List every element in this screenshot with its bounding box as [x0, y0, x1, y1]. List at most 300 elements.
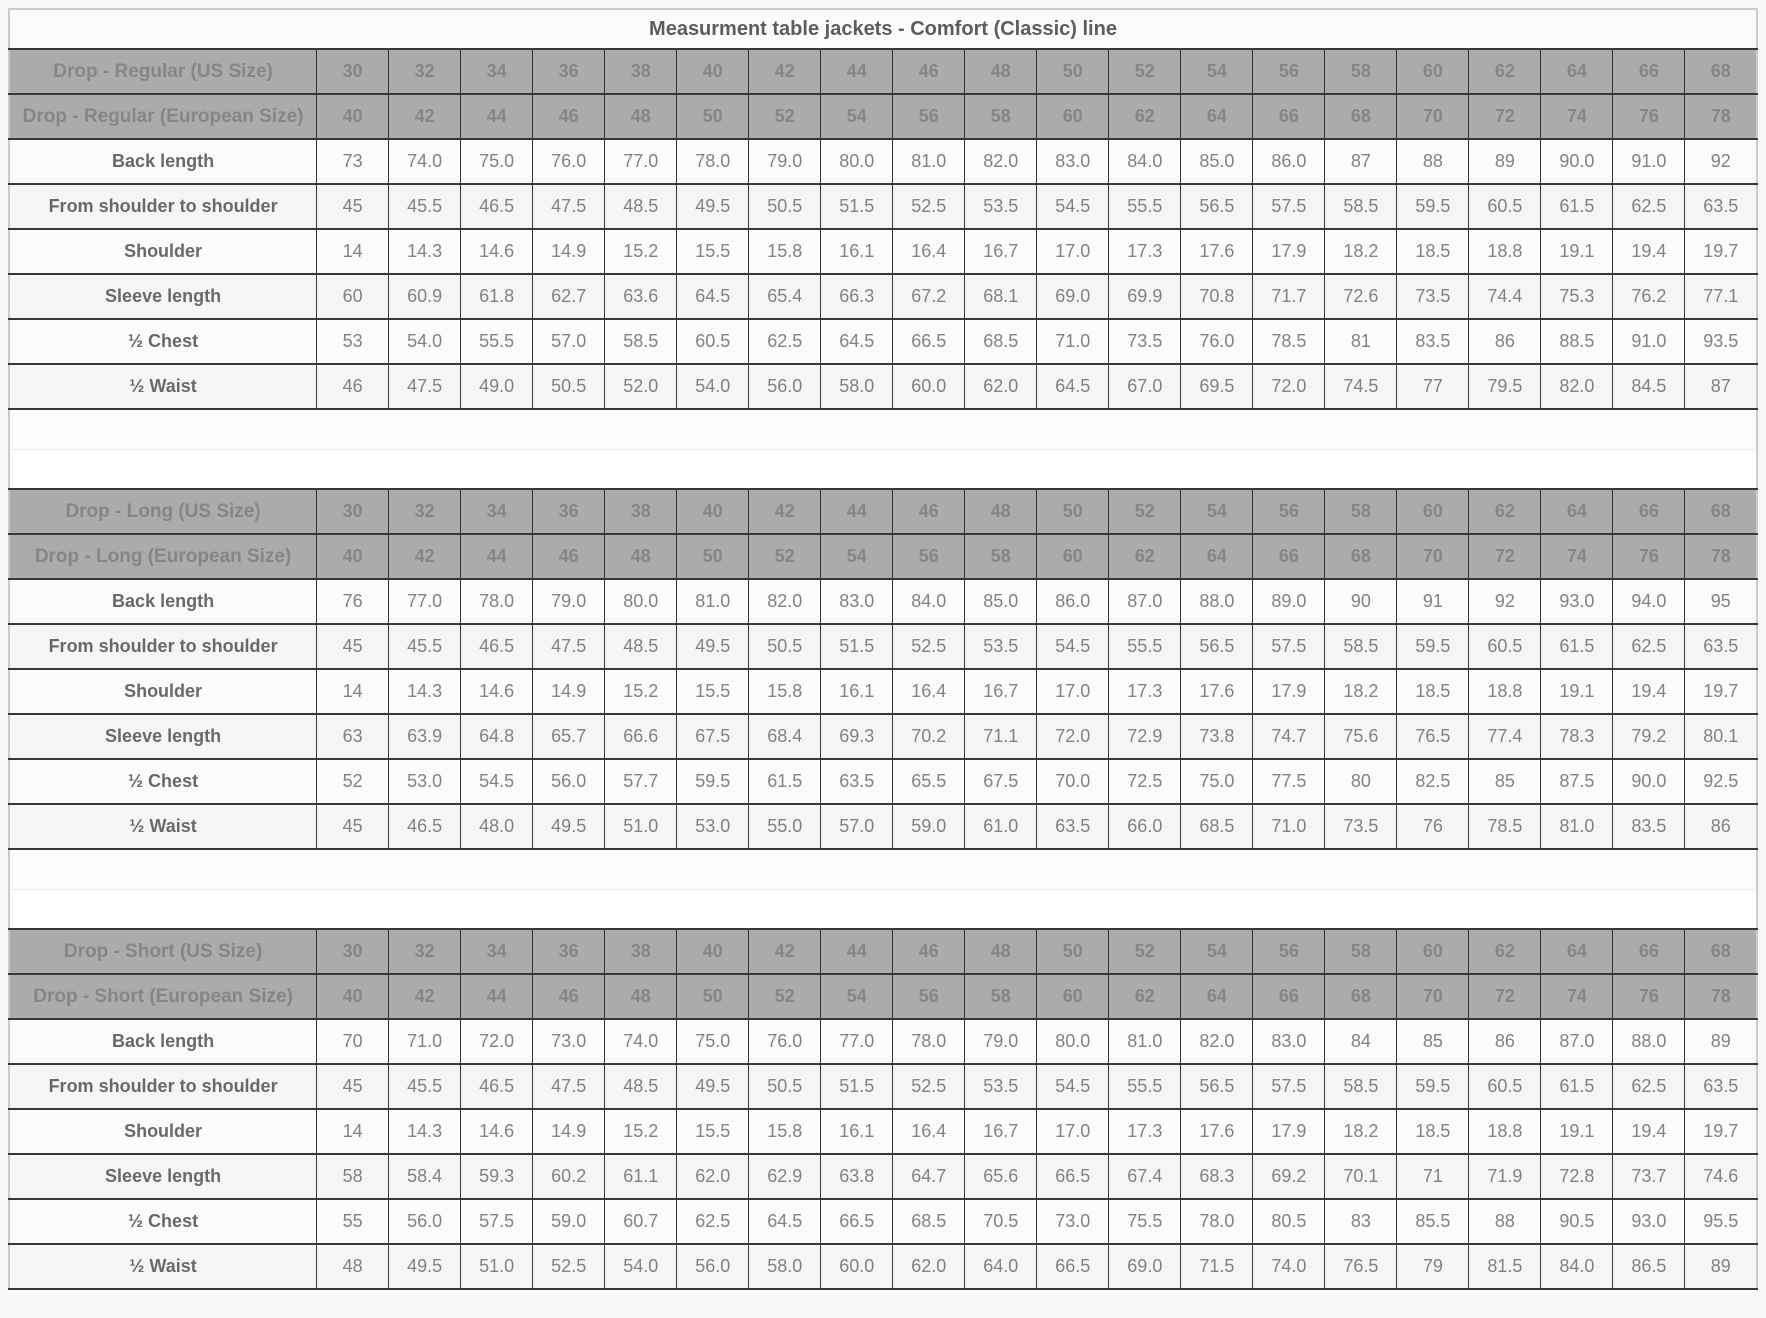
size-header-cell: 50: [677, 94, 749, 139]
size-header-cell: 72: [1469, 974, 1541, 1019]
value-cell: 68.1: [965, 274, 1037, 319]
value-cell: 81: [1325, 319, 1397, 364]
value-cell: 87.0: [1109, 579, 1181, 624]
value-cell: 77.0: [605, 139, 677, 184]
value-cell: 92.5: [1685, 759, 1757, 804]
value-cell: 83.0: [821, 579, 893, 624]
value-cell: 71.9: [1469, 1154, 1541, 1199]
value-cell: 17.3: [1109, 1109, 1181, 1154]
value-cell: 66.6: [605, 714, 677, 759]
value-cell: 60.2: [533, 1154, 605, 1199]
value-cell: 60: [317, 274, 389, 319]
size-header-cell: 50: [677, 974, 749, 1019]
value-cell: 54.0: [389, 319, 461, 364]
value-cell: 16.7: [965, 1109, 1037, 1154]
size-header-cell: 56: [893, 94, 965, 139]
value-cell: 54.5: [1037, 1064, 1109, 1109]
value-cell: 58.4: [389, 1154, 461, 1199]
value-cell: 55.5: [461, 319, 533, 364]
value-cell: 89: [1685, 1019, 1757, 1064]
size-header-label: Drop - Regular (US Size): [9, 49, 317, 94]
row-label: Sleeve length: [9, 1154, 317, 1199]
value-cell: 63.5: [1685, 184, 1757, 229]
size-header-cell: 60: [1037, 534, 1109, 579]
value-cell: 47.5: [533, 1064, 605, 1109]
size-header-cell: 72: [1469, 94, 1541, 139]
value-cell: 64.8: [461, 714, 533, 759]
value-cell: 81.5: [1469, 1244, 1541, 1289]
size-header-cell: 66: [1253, 974, 1325, 1019]
value-cell: 50.5: [533, 364, 605, 409]
value-cell: 86: [1469, 1019, 1541, 1064]
value-cell: 63.5: [821, 759, 893, 804]
value-cell: 95: [1685, 579, 1757, 624]
value-cell: 56.0: [677, 1244, 749, 1289]
value-cell: 66.0: [1109, 804, 1181, 849]
value-cell: 16.1: [821, 669, 893, 714]
value-cell: 72.0: [461, 1019, 533, 1064]
size-header-cell: 48: [605, 534, 677, 579]
value-cell: 79.0: [965, 1019, 1037, 1064]
value-cell: 73.5: [1109, 319, 1181, 364]
size-header-label: Drop - Long (US Size): [9, 489, 317, 534]
value-cell: 72.8: [1541, 1154, 1613, 1199]
value-cell: 84.0: [893, 579, 965, 624]
value-cell: 66.5: [821, 1199, 893, 1244]
size-header-cell: 62: [1109, 974, 1181, 1019]
size-header-cell: 52: [749, 974, 821, 1019]
value-cell: 59.5: [1397, 624, 1469, 669]
value-cell: 83.5: [1397, 319, 1469, 364]
measurement-row: [9, 1064, 1757, 1109]
section-spacer-row: [9, 889, 1757, 929]
eu-size-header-row: [9, 94, 1757, 139]
value-cell: 74.0: [605, 1019, 677, 1064]
section-spacer-row: [9, 849, 1757, 889]
value-cell: 75.5: [1109, 1199, 1181, 1244]
size-header-cell: 32: [389, 929, 461, 974]
value-cell: 58: [317, 1154, 389, 1199]
value-cell: 91.0: [1613, 139, 1685, 184]
value-cell: 64.5: [1037, 364, 1109, 409]
value-cell: 82.0: [1181, 1019, 1253, 1064]
value-cell: 74.0: [389, 139, 461, 184]
size-header-cell: 64: [1541, 489, 1613, 534]
value-cell: 77.4: [1469, 714, 1541, 759]
measurement-row: [9, 184, 1757, 229]
value-cell: 62.5: [1613, 1064, 1685, 1109]
value-cell: 82.0: [749, 579, 821, 624]
size-header-cell: 76: [1613, 534, 1685, 579]
value-cell: 73.0: [533, 1019, 605, 1064]
value-cell: 56.5: [1181, 624, 1253, 669]
value-cell: 49.5: [389, 1244, 461, 1289]
value-cell: 51.0: [461, 1244, 533, 1289]
value-cell: 59.5: [1397, 1064, 1469, 1109]
value-cell: 84.0: [1109, 139, 1181, 184]
value-cell: 52.5: [893, 624, 965, 669]
size-header-cell: 74: [1541, 94, 1613, 139]
size-header-cell: 30: [317, 49, 389, 94]
size-header-cell: 62: [1109, 534, 1181, 579]
measurement-row: [9, 1199, 1757, 1244]
size-header-cell: 48: [965, 929, 1037, 974]
value-cell: 69.3: [821, 714, 893, 759]
size-header-cell: 44: [821, 49, 893, 94]
size-header-cell: 30: [317, 489, 389, 534]
row-label: Back length: [9, 139, 317, 184]
value-cell: 78.0: [893, 1019, 965, 1064]
value-cell: 79.0: [749, 139, 821, 184]
value-cell: 66.5: [893, 319, 965, 364]
value-cell: 17.6: [1181, 669, 1253, 714]
value-cell: 14.9: [533, 1109, 605, 1154]
value-cell: 71: [1397, 1154, 1469, 1199]
row-label: Back length: [9, 1019, 317, 1064]
value-cell: 74.7: [1253, 714, 1325, 759]
value-cell: 53: [317, 319, 389, 364]
value-cell: 17.0: [1037, 1109, 1109, 1154]
value-cell: 58.5: [1325, 1064, 1397, 1109]
row-label: Shoulder: [9, 229, 317, 274]
value-cell: 76.2: [1613, 274, 1685, 319]
value-cell: 80: [1325, 759, 1397, 804]
value-cell: 58.0: [749, 1244, 821, 1289]
size-header-cell: 40: [317, 534, 389, 579]
value-cell: 78.5: [1469, 804, 1541, 849]
value-cell: 78.3: [1541, 714, 1613, 759]
value-cell: 73: [317, 139, 389, 184]
value-cell: 77.0: [389, 579, 461, 624]
value-cell: 63.6: [605, 274, 677, 319]
value-cell: 46.5: [389, 804, 461, 849]
value-cell: 63.5: [1685, 624, 1757, 669]
size-header-cell: 46: [893, 49, 965, 94]
value-cell: 57.0: [821, 804, 893, 849]
value-cell: 62.5: [1613, 184, 1685, 229]
value-cell: 54.0: [677, 364, 749, 409]
size-header-cell: 78: [1685, 534, 1757, 579]
value-cell: 69.2: [1253, 1154, 1325, 1199]
value-cell: 16.1: [821, 1109, 893, 1154]
value-cell: 45: [317, 1064, 389, 1109]
value-cell: 87.5: [1541, 759, 1613, 804]
size-header-cell: 50: [1037, 49, 1109, 94]
value-cell: 87: [1325, 139, 1397, 184]
value-cell: 14.9: [533, 229, 605, 274]
value-cell: 65.6: [965, 1154, 1037, 1199]
size-header-cell: 66: [1613, 49, 1685, 94]
value-cell: 62.9: [749, 1154, 821, 1199]
value-cell: 61.5: [1541, 624, 1613, 669]
us-size-header-row: [9, 929, 1757, 974]
value-cell: 15.2: [605, 669, 677, 714]
value-cell: 81.0: [1109, 1019, 1181, 1064]
value-cell: 83.5: [1613, 804, 1685, 849]
size-header-cell: 50: [1037, 929, 1109, 974]
size-header-cell: 44: [821, 489, 893, 534]
measurement-row: [9, 714, 1757, 759]
value-cell: 86.0: [1253, 139, 1325, 184]
value-cell: 84: [1325, 1019, 1397, 1064]
size-header-cell: 58: [1325, 49, 1397, 94]
value-cell: 15.5: [677, 669, 749, 714]
spacer-cell: [9, 409, 1757, 449]
row-label: ½ Chest: [9, 759, 317, 804]
size-header-cell: 64: [1181, 974, 1253, 1019]
size-header-cell: 46: [533, 94, 605, 139]
size-header-cell: 48: [605, 94, 677, 139]
value-cell: 74.4: [1469, 274, 1541, 319]
value-cell: 16.1: [821, 229, 893, 274]
size-header-cell: 58: [965, 94, 1037, 139]
size-header-cell: 46: [893, 929, 965, 974]
size-header-cell: 62: [1469, 489, 1541, 534]
value-cell: 62.0: [893, 1244, 965, 1289]
value-cell: 15.8: [749, 1109, 821, 1154]
value-cell: 48.5: [605, 184, 677, 229]
value-cell: 79.2: [1613, 714, 1685, 759]
value-cell: 49.5: [677, 624, 749, 669]
value-cell: 88.5: [1541, 319, 1613, 364]
size-header-cell: 46: [533, 974, 605, 1019]
value-cell: 88.0: [1181, 579, 1253, 624]
measurement-row: [9, 229, 1757, 274]
size-header-cell: 62: [1469, 929, 1541, 974]
value-cell: 87: [1685, 364, 1757, 409]
size-header-cell: 42: [749, 489, 821, 534]
value-cell: 19.7: [1685, 669, 1757, 714]
value-cell: 70.1: [1325, 1154, 1397, 1199]
value-cell: 75.0: [677, 1019, 749, 1064]
value-cell: 47.5: [533, 624, 605, 669]
value-cell: 54.5: [461, 759, 533, 804]
value-cell: 89.0: [1253, 579, 1325, 624]
value-cell: 73.5: [1397, 274, 1469, 319]
us-size-header-row: [9, 489, 1757, 534]
section-spacer-row: [9, 449, 1757, 489]
value-cell: 76.0: [1181, 319, 1253, 364]
size-header-cell: 58: [965, 534, 1037, 579]
value-cell: 55.5: [1109, 1064, 1181, 1109]
value-cell: 52.5: [533, 1244, 605, 1289]
value-cell: 52.5: [893, 184, 965, 229]
measurement-row: [9, 1109, 1757, 1154]
size-header-cell: 66: [1253, 94, 1325, 139]
size-header-cell: 62: [1109, 94, 1181, 139]
size-header-cell: 68: [1325, 534, 1397, 579]
size-header-cell: 64: [1181, 534, 1253, 579]
size-header-label: Drop - Long (European Size): [9, 534, 317, 579]
value-cell: 54.0: [605, 1244, 677, 1289]
value-cell: 19.1: [1541, 1109, 1613, 1154]
size-header-cell: 36: [533, 929, 605, 974]
row-label: From shoulder to shoulder: [9, 1064, 317, 1109]
value-cell: 77.0: [821, 1019, 893, 1064]
eu-size-header-row: [9, 534, 1757, 579]
size-header-cell: 68: [1685, 489, 1757, 534]
value-cell: 88.0: [1613, 1019, 1685, 1064]
size-header-cell: 38: [605, 49, 677, 94]
value-cell: 45: [317, 624, 389, 669]
value-cell: 64.5: [749, 1199, 821, 1244]
value-cell: 14.9: [533, 669, 605, 714]
value-cell: 61.5: [1541, 184, 1613, 229]
value-cell: 86: [1469, 319, 1541, 364]
size-header-cell: 54: [821, 534, 893, 579]
size-header-cell: 48: [965, 49, 1037, 94]
value-cell: 63.8: [821, 1154, 893, 1199]
size-header-cell: 50: [1037, 489, 1109, 534]
value-cell: 74.6: [1685, 1154, 1757, 1199]
value-cell: 69.5: [1181, 364, 1253, 409]
value-cell: 49.5: [677, 184, 749, 229]
size-header-cell: 76: [1613, 974, 1685, 1019]
value-cell: 90.0: [1541, 139, 1613, 184]
value-cell: 17.6: [1181, 229, 1253, 274]
value-cell: 82.0: [965, 139, 1037, 184]
value-cell: 64.7: [893, 1154, 965, 1199]
value-cell: 55: [317, 1199, 389, 1244]
value-cell: 46.5: [461, 1064, 533, 1109]
value-cell: 50.5: [749, 624, 821, 669]
value-cell: 74.0: [1253, 1244, 1325, 1289]
value-cell: 68.5: [965, 319, 1037, 364]
value-cell: 17.0: [1037, 669, 1109, 714]
value-cell: 53.5: [965, 184, 1037, 229]
value-cell: 69.9: [1109, 274, 1181, 319]
value-cell: 62.7: [533, 274, 605, 319]
value-cell: 14.3: [389, 1109, 461, 1154]
row-label: Back length: [9, 579, 317, 624]
value-cell: 18.2: [1325, 669, 1397, 714]
value-cell: 76: [317, 579, 389, 624]
size-header-cell: 46: [893, 489, 965, 534]
value-cell: 57.5: [461, 1199, 533, 1244]
value-cell: 61.0: [965, 804, 1037, 849]
value-cell: 82.5: [1397, 759, 1469, 804]
value-cell: 83: [1325, 1199, 1397, 1244]
value-cell: 68.5: [893, 1199, 965, 1244]
value-cell: 61.5: [1541, 1064, 1613, 1109]
value-cell: 19.4: [1613, 669, 1685, 714]
value-cell: 58.0: [821, 364, 893, 409]
value-cell: 94.0: [1613, 579, 1685, 624]
value-cell: 17.3: [1109, 669, 1181, 714]
value-cell: 18.8: [1469, 229, 1541, 274]
value-cell: 77.5: [1253, 759, 1325, 804]
value-cell: 79: [1397, 1244, 1469, 1289]
value-cell: 46.5: [461, 184, 533, 229]
value-cell: 89: [1685, 1244, 1757, 1289]
value-cell: 14.6: [461, 229, 533, 274]
measurement-row: [9, 759, 1757, 804]
value-cell: 15.8: [749, 669, 821, 714]
value-cell: 70.5: [965, 1199, 1037, 1244]
value-cell: 78.0: [677, 139, 749, 184]
size-header-cell: 36: [533, 49, 605, 94]
value-cell: 71.0: [1253, 804, 1325, 849]
value-cell: 85.5: [1397, 1199, 1469, 1244]
value-cell: 91.0: [1613, 319, 1685, 364]
size-header-cell: 42: [389, 534, 461, 579]
size-header-cell: 50: [677, 534, 749, 579]
value-cell: 78.5: [1253, 319, 1325, 364]
value-cell: 78.0: [461, 579, 533, 624]
value-cell: 51.5: [821, 1064, 893, 1109]
value-cell: 95.5: [1685, 1199, 1757, 1244]
row-label: ½ Chest: [9, 1199, 317, 1244]
size-header-cell: 60: [1397, 489, 1469, 534]
value-cell: 51.5: [821, 184, 893, 229]
measurement-row: [9, 669, 1757, 714]
value-cell: 90: [1325, 579, 1397, 624]
value-cell: 60.5: [1469, 624, 1541, 669]
size-header-cell: 64: [1181, 94, 1253, 139]
size-header-cell: 60: [1037, 94, 1109, 139]
value-cell: 80.5: [1253, 1199, 1325, 1244]
value-cell: 18.2: [1325, 1109, 1397, 1154]
value-cell: 46.5: [461, 624, 533, 669]
value-cell: 56.0: [389, 1199, 461, 1244]
value-cell: 54.5: [1037, 624, 1109, 669]
section-spacer-row: [9, 409, 1757, 449]
size-header-cell: 40: [677, 489, 749, 534]
value-cell: 58.5: [1325, 184, 1397, 229]
value-cell: 72.6: [1325, 274, 1397, 319]
value-cell: 80.0: [605, 579, 677, 624]
size-header-cell: 48: [965, 489, 1037, 534]
size-header-cell: 68: [1685, 929, 1757, 974]
size-header-cell: 30: [317, 929, 389, 974]
value-cell: 72.0: [1037, 714, 1109, 759]
measurement-row: [9, 1019, 1757, 1064]
value-cell: 47.5: [533, 184, 605, 229]
spacer-cell: [9, 449, 1757, 489]
size-header-cell: 44: [461, 94, 533, 139]
value-cell: 77: [1397, 364, 1469, 409]
row-label: Shoulder: [9, 1109, 317, 1154]
value-cell: 48.0: [461, 804, 533, 849]
size-header-cell: 54: [1181, 49, 1253, 94]
value-cell: 16.7: [965, 669, 1037, 714]
value-cell: 73.8: [1181, 714, 1253, 759]
value-cell: 16.4: [893, 229, 965, 274]
value-cell: 18.5: [1397, 669, 1469, 714]
value-cell: 63.5: [1037, 804, 1109, 849]
value-cell: 93.5: [1685, 319, 1757, 364]
row-label: Sleeve length: [9, 714, 317, 759]
size-header-cell: 40: [317, 974, 389, 1019]
size-header-label: Drop - Short (European Size): [9, 974, 317, 1019]
size-header-cell: 42: [749, 929, 821, 974]
value-cell: 70: [317, 1019, 389, 1064]
value-cell: 18.5: [1397, 1109, 1469, 1154]
value-cell: 85.0: [965, 579, 1037, 624]
value-cell: 14: [317, 669, 389, 714]
value-cell: 45: [317, 804, 389, 849]
us-size-header-row: [9, 49, 1757, 94]
value-cell: 62.0: [965, 364, 1037, 409]
value-cell: 86.0: [1037, 579, 1109, 624]
size-header-cell: 44: [461, 974, 533, 1019]
value-cell: 84.5: [1613, 364, 1685, 409]
spacer-cell: [9, 849, 1757, 889]
value-cell: 83.0: [1037, 139, 1109, 184]
size-header-cell: 40: [317, 94, 389, 139]
value-cell: 71.0: [389, 1019, 461, 1064]
size-header-cell: 56: [893, 534, 965, 579]
